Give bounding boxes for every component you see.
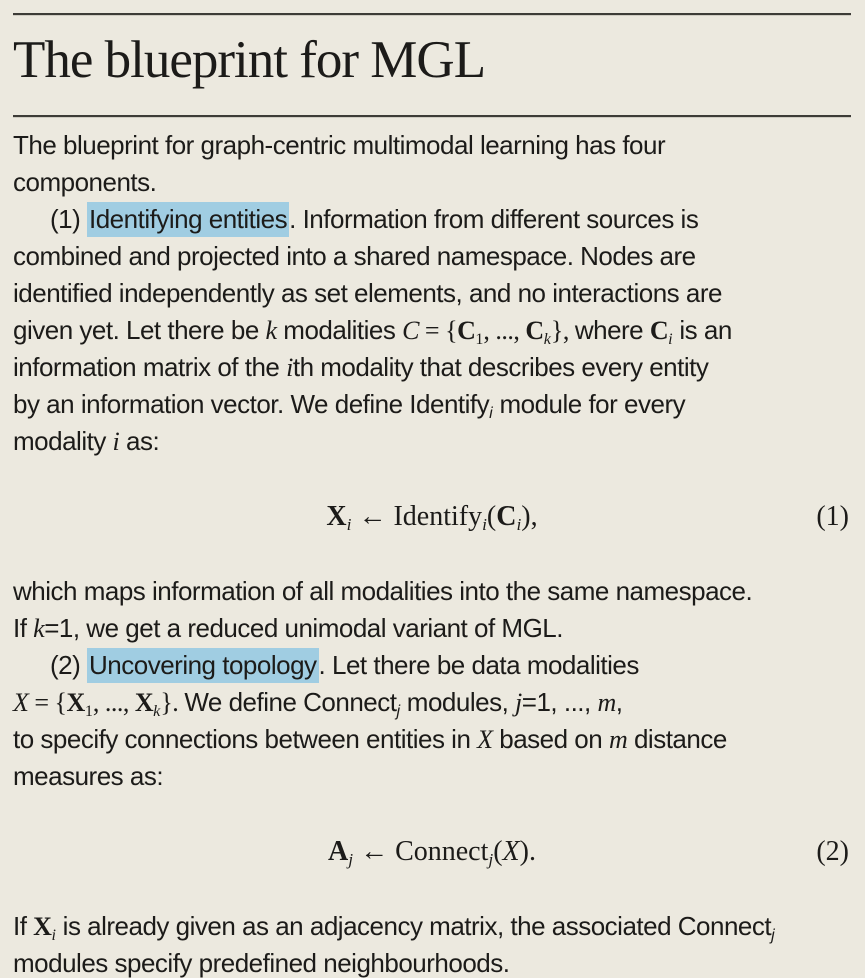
highlighted-term: Uncovering topology xyxy=(87,648,319,683)
text-line xyxy=(13,610,851,647)
text-segment: , ..., xyxy=(483,316,526,345)
text-segment: modules, xyxy=(400,687,516,717)
text-segment: by an information vector. We define Identify xyxy=(13,389,490,419)
text-segment: j xyxy=(515,688,522,717)
text-line xyxy=(13,684,851,721)
title-divider-rule xyxy=(13,115,851,118)
highlighted-term: Identifying entities xyxy=(87,202,289,237)
text-segment: If xyxy=(13,911,34,941)
text-line xyxy=(13,573,851,610)
text-segment: (2) xyxy=(50,650,87,680)
text-line xyxy=(13,238,851,275)
text-segment: k xyxy=(33,614,45,643)
text-segment: X xyxy=(66,688,85,717)
text-line xyxy=(13,945,851,978)
text-segment: i xyxy=(489,403,493,422)
text-segment: k xyxy=(265,316,277,345)
text-segment: information matrix of the xyxy=(13,352,287,382)
text-segment: combined and projected into a shared namespace. Nodes are xyxy=(13,241,696,271)
text-segment: i xyxy=(51,926,56,944)
text-line xyxy=(13,908,851,945)
text-segment: is already given as an adjacency matrix, the associated Connect xyxy=(55,911,772,941)
text-segment: C xyxy=(457,316,476,345)
text-segment: . Information from different sources is xyxy=(289,204,699,234)
text-segment: based on xyxy=(492,724,609,754)
text-segment: X xyxy=(134,688,154,717)
text-line xyxy=(13,349,851,386)
text-segment: j xyxy=(488,850,494,870)
text-segment: m xyxy=(608,725,628,754)
text-segment: , ..., xyxy=(92,688,135,717)
equation-number: (2) xyxy=(816,836,849,867)
text-line xyxy=(13,201,851,238)
text-segment: m xyxy=(597,688,616,717)
text-segment: th modality that describes every entity xyxy=(292,352,709,382)
text-line xyxy=(13,423,851,460)
text-segment: X xyxy=(33,912,52,941)
text-segment: distance xyxy=(627,724,727,754)
text-line xyxy=(13,647,851,684)
equation-number: (1) xyxy=(816,501,849,532)
text-segment: k xyxy=(543,330,551,348)
text-segment: i xyxy=(286,353,293,382)
text-segment: i xyxy=(482,515,487,535)
text-segment: to specify connections between entities in xyxy=(13,724,478,754)
text-segment: = { xyxy=(28,688,67,717)
text-segment: ( xyxy=(493,836,503,867)
text-segment: components. xyxy=(13,167,157,197)
text-segment: identified independently as set elements, and no interactions are xyxy=(13,278,722,308)
text-line xyxy=(13,127,851,164)
equation xyxy=(13,498,851,535)
text-segment: ). xyxy=(519,836,536,867)
text-segment: X xyxy=(326,501,347,532)
text-segment: j xyxy=(348,850,354,870)
text-segment: i xyxy=(516,515,522,535)
text-segment: =1, ..., xyxy=(521,687,598,717)
text-segment: ← Identify xyxy=(351,501,483,532)
text-segment: We define Connect xyxy=(184,687,397,717)
text-segment: X xyxy=(13,688,29,717)
text-segment: If xyxy=(13,613,34,643)
text-segment: (1) xyxy=(50,204,87,234)
text-segment: }. xyxy=(160,688,185,717)
text-segment: 1 xyxy=(84,702,93,720)
text-segment: . Let there be data modalities xyxy=(318,650,639,680)
text-segment: i xyxy=(346,515,352,535)
page-title: The blueprint for MGL xyxy=(13,31,486,89)
text-segment: as: xyxy=(119,426,160,456)
text-segment: C xyxy=(496,501,517,532)
text-segment: which maps information of all modalities into the same namespace. xyxy=(13,576,753,606)
text-segment: C xyxy=(649,316,669,345)
text-segment: module for every xyxy=(492,389,686,419)
text-segment: C xyxy=(402,316,419,345)
text-segment: ← Connect xyxy=(353,836,489,867)
text-segment: modality xyxy=(13,426,113,456)
text-line xyxy=(13,164,851,201)
text-segment: }, xyxy=(550,316,575,345)
equation xyxy=(13,833,851,870)
text-line xyxy=(13,275,851,312)
text-segment: k xyxy=(153,702,161,720)
top-divider-rule xyxy=(13,13,851,16)
text-segment: i xyxy=(668,330,673,348)
text-segment: 1 xyxy=(475,330,484,348)
text-segment: C xyxy=(525,316,544,345)
text-segment: modules specify predefined neighbourhoods. xyxy=(13,948,510,978)
article-body xyxy=(13,127,851,978)
equation-body xyxy=(328,836,536,870)
text-segment: X xyxy=(502,836,520,867)
text-segment: = { xyxy=(418,316,458,345)
text-line xyxy=(13,386,851,423)
text-segment: modalities xyxy=(276,315,403,345)
text-segment: where xyxy=(574,315,650,345)
text-segment: A xyxy=(328,836,349,867)
text-line xyxy=(13,758,851,795)
text-segment: The blueprint for graph-centric multimodal learning has four xyxy=(13,130,666,160)
text-segment: measures as: xyxy=(13,761,164,791)
text-segment: X xyxy=(477,725,493,754)
text-segment: ), xyxy=(521,501,538,532)
text-line xyxy=(13,721,851,758)
text-segment: is an xyxy=(672,315,732,345)
text-segment: j xyxy=(771,925,775,944)
text-segment: =1, we get a reduced unimodal variant of MGL. xyxy=(44,613,563,643)
equation-body xyxy=(326,501,538,535)
text-line xyxy=(13,312,851,349)
text-segment: i xyxy=(112,427,120,456)
text-segment: j xyxy=(396,701,401,720)
text-segment: , xyxy=(615,687,623,717)
text-segment: given yet. Let there be xyxy=(13,315,266,345)
text-segment: ( xyxy=(486,501,497,532)
